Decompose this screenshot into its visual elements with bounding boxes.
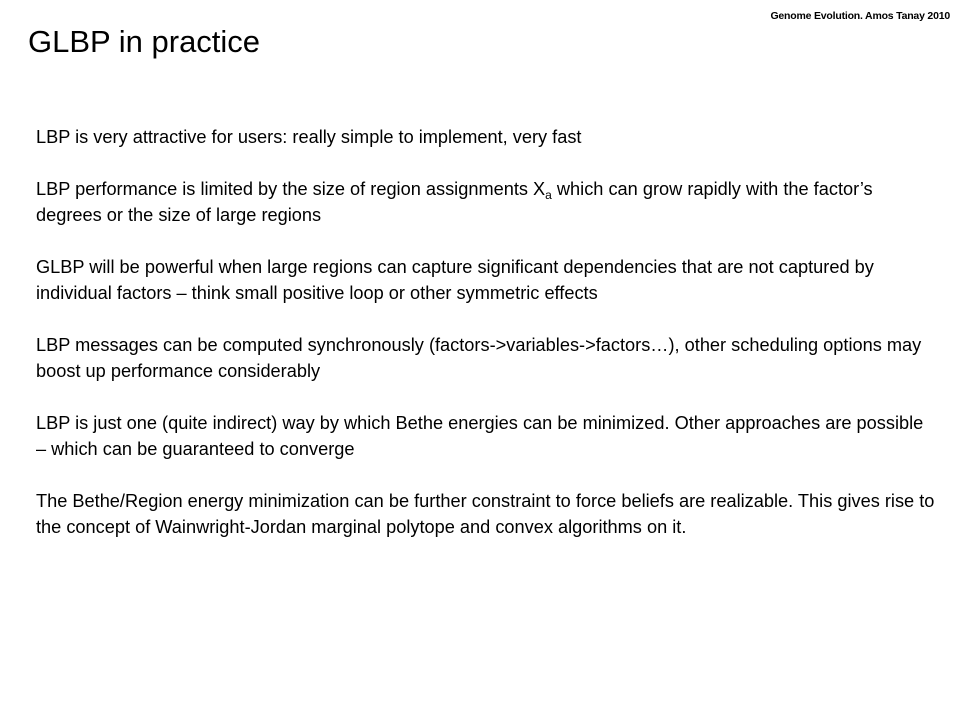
- paragraph-lbp-performance-start: LBP performance is limited by the size of region assignments X: [36, 179, 546, 199]
- header-note: Genome Evolution. Amos Tanay 2010: [770, 10, 950, 22]
- paragraph-lbp-messages: LBP messages can be computed synchronously (factors->variables->factors…), other scheduling options may boost up performance considerably: [36, 335, 922, 381]
- region-subscript: a: [545, 188, 552, 202]
- paragraph-glbp-powerful: GLBP will be powerful when large regions can capture significant dependencies that are not captured by individual factors – think small positive loop or other symmetric effects: [36, 257, 874, 303]
- slide-content: [36, 124, 936, 540]
- paragraph-lbp-performance: [36, 176, 936, 228]
- paragraph-lbp-performance-end: which can grow rapidly with the factor’s degrees or the size of large regions: [36, 179, 873, 225]
- paragraph-lbp-attractive: LBP is very attractive for users: really simple to implement, very fast: [36, 127, 582, 147]
- paragraph-energy-minimization: The Bethe/Region energy minimization can be further constraint to force beliefs are realizable. This gives rise to the concept of Wainwright-Jordan marginal polytope and convex algorithms on it.: [36, 491, 935, 537]
- slide-title: GLBP in practice: [28, 24, 261, 59]
- paragraph-bethe-energies: LBP is just one (quite indirect) way by which Bethe energies can be minimized. Other approaches are possible – which can be guaranteed to converge: [36, 413, 924, 459]
